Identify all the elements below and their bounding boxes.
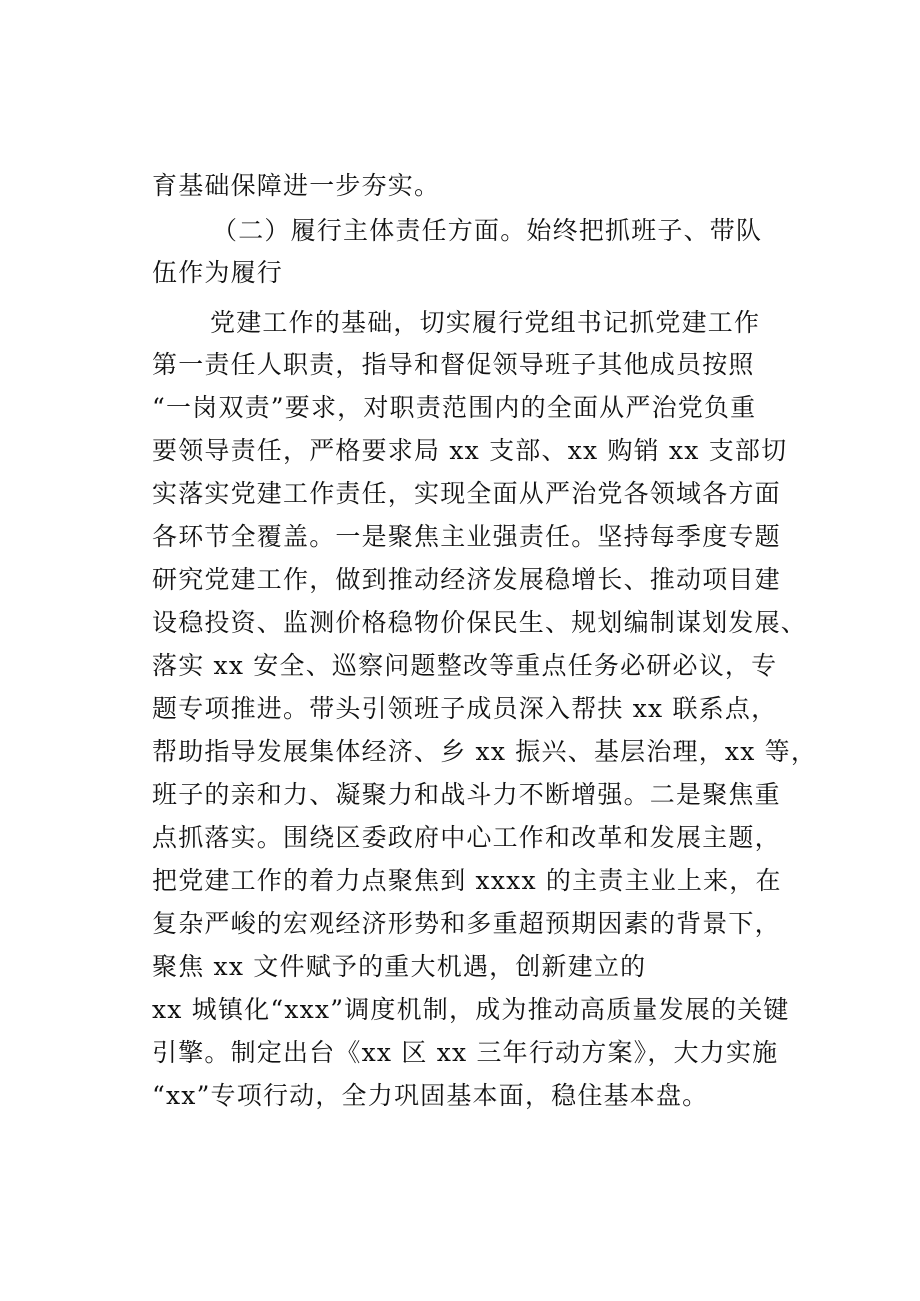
text-line: 研究党建工作，做到推动经济发展稳增长、推动项目建 <box>152 565 781 594</box>
text-line: 设稳投资、监测价格稳物价保民生、规划编制谋划发展、 <box>152 608 808 637</box>
text-line: 点抓落实。围绕区委政府中心工作和改革和发展主题， <box>152 823 781 852</box>
text-line: 帮助指导发展集体经济、乡 xx 振兴、基层治理，xx 等， <box>152 737 818 766</box>
text-line: 把党建工作的着力点聚焦到 xxxx 的主责主业上来，在 <box>152 866 782 895</box>
text-line: 各环节全覆盖。一是聚焦主业强责任。坚持每季度专题 <box>152 522 781 551</box>
text-line: 题专项推进。带头引领班子成员深入帮扶 xx 联系点， <box>152 694 778 723</box>
text-line: 要领导责任，严格要求局 xx 支部、xx 购销 xx 支部切 <box>152 436 788 465</box>
text-line: xx 城镇化“xxx”调度机制，成为推动高质量发展的关键 <box>152 995 790 1024</box>
text-line: 聚焦 xx 文件赋予的重大机遇，创新建立的 <box>152 952 647 981</box>
text-line: 落实 xx 安全、巡察问题整改等重点任务必研必议，专 <box>152 651 778 680</box>
text-line: 党建工作的基础，切实履行党组书记抓党建工作 <box>210 308 761 337</box>
section-heading-line: 伍作为履行 <box>152 258 284 287</box>
text-line: 引擎。制定出台《xx 区 xx 三年行动方案》，大力实施 <box>152 1038 779 1067</box>
text-line: “xx”专项行动，全力巩固基本面，稳住基本盘。 <box>152 1081 709 1110</box>
text-line: 实落实党建工作责任，实现全面从严治党各领域各方面 <box>152 479 781 508</box>
text-line: 复杂严峻的宏观经济形势和多重超预期因素的背景下， <box>152 909 781 938</box>
section-heading-line: （二）履行主体责任方面。始终把抓班子、带队 <box>212 216 763 245</box>
text-line: 育基础保障进一步夯实。 <box>152 171 441 200</box>
text-line: “一岗双责”要求，对职责范围内的全面从严治党负重 <box>152 393 757 422</box>
text-line: 第一责任人职责，指导和督促领导班子其他成员按照 <box>152 350 755 379</box>
text-line: 班子的亲和力、凝聚力和战斗力不断增强。二是聚焦重 <box>152 780 781 809</box>
